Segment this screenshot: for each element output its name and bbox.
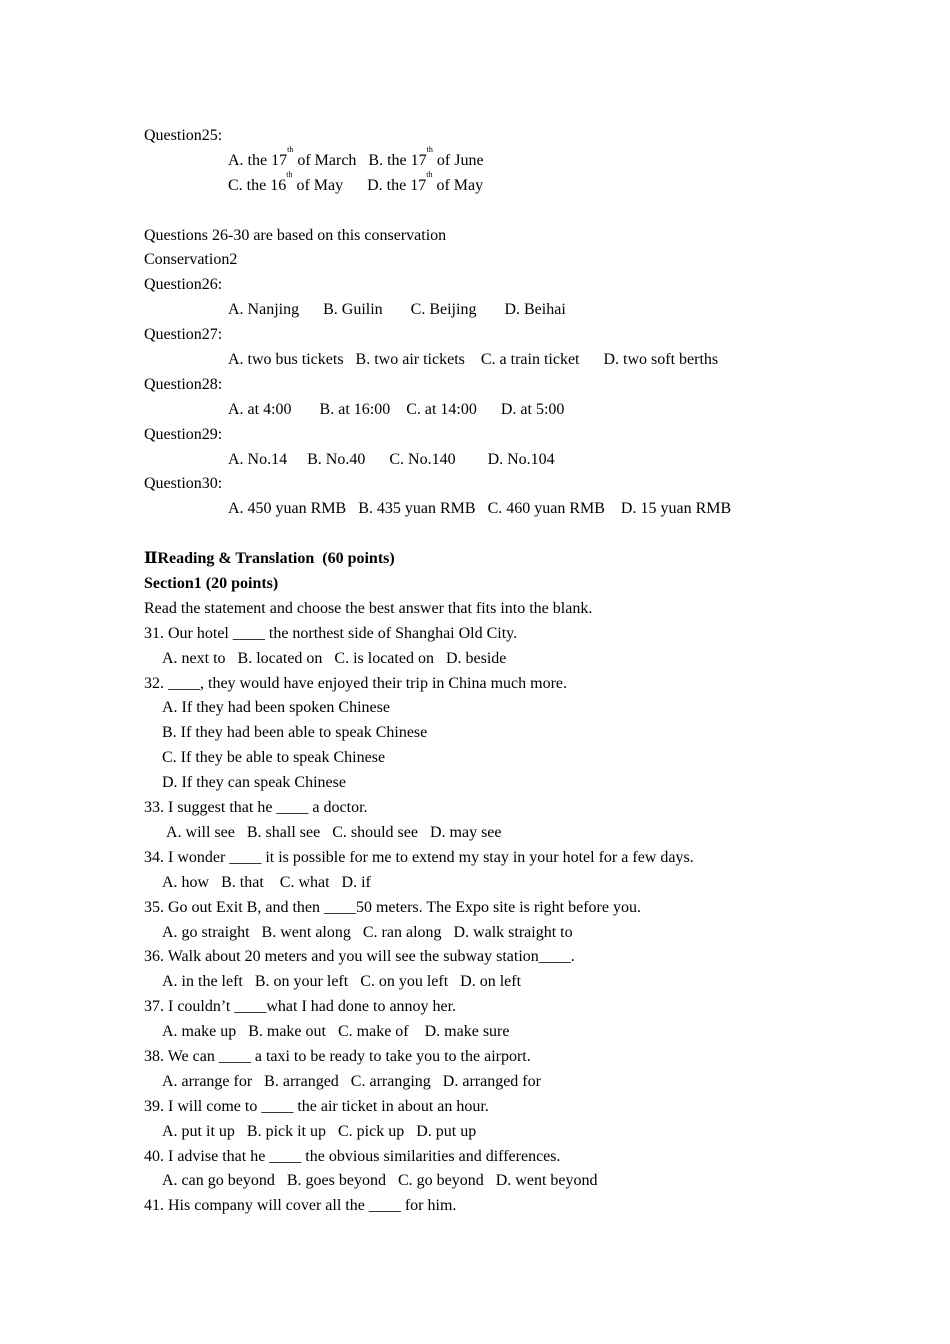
answer-options xyxy=(144,448,844,473)
text-segment: A. arrange for B. arranged C. arranging D. arranged for xyxy=(162,1072,541,1090)
text-segment: 31. Our hotel ____ the northest side of Shanghai Old City. xyxy=(144,624,518,642)
text-segment: 38. We can ____ a taxi to be ready to take you to the airport. xyxy=(144,1047,531,1065)
text-segment: 35. Go out Exit B, and then ____50 meters. The Expo site is right before you. xyxy=(144,898,641,916)
text-segment: A. 450 yuan RMB B. 435 yuan RMB C. 460 yuan RMB D. 15 yuan RMB xyxy=(228,500,732,518)
question-line xyxy=(144,622,844,647)
question-line xyxy=(144,995,844,1020)
text-segment: ⅡReading & Translation (60 points) xyxy=(144,550,395,568)
answer-option xyxy=(144,746,844,771)
section-heading xyxy=(144,572,844,597)
question-line xyxy=(144,273,844,298)
text-segment: A. go straight B. went along C. ran along D. walk straight to xyxy=(162,923,573,941)
answer-option xyxy=(144,1169,844,1194)
text-segment: A. at 4:00 B. at 16:00 C. at 14:00 D. at 5:00 xyxy=(228,400,565,418)
question-line xyxy=(144,1045,844,1070)
answer-option xyxy=(144,696,844,721)
ordinal-suffix: th xyxy=(426,144,433,154)
question-line xyxy=(144,472,844,497)
text-segment: 34. I wonder ____ it is possible for me to extend my stay in your hotel for a few days. xyxy=(144,848,694,866)
text-segment: 39. I will come to ____ the air ticket in about an hour. xyxy=(144,1097,489,1115)
question-line xyxy=(144,373,844,398)
text-segment: Questions 26-30 are based on this conservation xyxy=(144,226,447,244)
answer-option xyxy=(144,1070,844,1095)
answer-option xyxy=(144,1120,844,1145)
ordinal-suffix: th xyxy=(287,144,294,154)
text-segment: Conservation2 xyxy=(144,251,238,269)
text-segment: A. put it up B. pick it up C. pick up D. put up xyxy=(162,1122,477,1140)
answer-option xyxy=(144,970,844,995)
question-line xyxy=(144,323,844,348)
text-segment: Question29: xyxy=(144,425,223,443)
text-segment: Read the statement and choose the best answer that fits into the blank. xyxy=(144,599,593,617)
answer-option xyxy=(144,1020,844,1045)
text-segment: A. If they had been spoken Chinese xyxy=(162,699,390,717)
text-segment: 37. I couldn’t ____what I had done to annoy her. xyxy=(144,998,457,1016)
document-body xyxy=(144,124,844,1219)
answer-options xyxy=(144,169,844,199)
text-segment: B. If they had been able to speak Chinese xyxy=(162,724,428,742)
answer-option xyxy=(144,771,844,796)
question-line xyxy=(144,248,844,273)
question-line xyxy=(144,1194,844,1219)
text-segment: D. If they can speak Chinese xyxy=(162,774,346,792)
text-segment: A. two bus tickets B. two air tickets C. a train ticket D. two soft berths xyxy=(228,351,719,369)
text-segment: A. can go beyond B. goes beyond C. go beyond D. went beyond xyxy=(162,1172,598,1190)
text-segment: 40. I advise that he ____ the obvious similarities and differences. xyxy=(144,1147,561,1165)
text-segment: A. in the left B. on your left C. on you left D. on left xyxy=(162,973,522,991)
text-segment: A. make up B. make out C. make of D. make sure xyxy=(162,1023,510,1041)
text-segment: A. No.14 B. No.40 C. No.140 D. No.104 xyxy=(228,450,555,468)
text-segment: 33. I suggest that he ____ a doctor. xyxy=(144,799,368,817)
blank-line xyxy=(144,522,844,547)
text-segment: C. the 16 xyxy=(228,176,287,194)
answer-option xyxy=(144,871,844,896)
question-line xyxy=(144,796,844,821)
text-segment: A. will see B. shall see C. should see D. may see xyxy=(166,823,502,841)
answer-option xyxy=(144,647,844,672)
text-segment: Question30: xyxy=(144,475,223,493)
text-segment: 36. Walk about 20 meters and you will see the subway station____. xyxy=(144,948,575,966)
text-segment: A. next to B. located on C. is located on D. beside xyxy=(162,649,507,667)
text-segment: C. If they be able to speak Chinese xyxy=(162,749,386,767)
text-segment: Question25: xyxy=(144,127,223,144)
question-line xyxy=(144,423,844,448)
text-segment: A. how B. that C. what D. if xyxy=(162,873,371,891)
answer-options xyxy=(144,821,844,846)
answer-option xyxy=(144,721,844,746)
answer-options xyxy=(144,298,844,323)
text-segment: 41. His company will cover all the ____ for him. xyxy=(144,1197,457,1215)
answer-option xyxy=(144,921,844,946)
section-heading xyxy=(144,547,844,572)
answer-options xyxy=(144,398,844,423)
question-line xyxy=(144,124,844,149)
question-line xyxy=(144,1095,844,1120)
text-segment: of May D. the 17 xyxy=(292,176,427,194)
blank-line xyxy=(144,199,844,224)
text-segment: Section1 (20 points) xyxy=(144,575,279,593)
text-segment: of June xyxy=(432,151,484,169)
question-line xyxy=(144,896,844,921)
text-segment: A. Nanjing B. Guilin C. Beijing D. Beihai xyxy=(228,301,566,319)
text-segment: Question26: xyxy=(144,276,223,294)
text-segment: of March B. the 17 xyxy=(293,151,427,169)
question-line xyxy=(144,224,844,249)
text-segment: A. the 17 xyxy=(228,151,288,169)
ordinal-suffix: th xyxy=(286,169,293,179)
text-segment: Question27: xyxy=(144,326,223,344)
question-line xyxy=(144,597,844,622)
answer-options xyxy=(144,348,844,373)
question-line xyxy=(144,672,844,697)
question-line xyxy=(144,846,844,871)
answer-options xyxy=(144,497,844,522)
text-segment: Question28: xyxy=(144,375,223,393)
answer-options xyxy=(144,144,844,174)
question-line xyxy=(144,1145,844,1170)
text-segment: 32. ____, they would have enjoyed their trip in China much more. xyxy=(144,674,568,692)
ordinal-suffix: th xyxy=(426,169,433,179)
question-line xyxy=(144,945,844,970)
text-segment: of May xyxy=(432,176,484,194)
